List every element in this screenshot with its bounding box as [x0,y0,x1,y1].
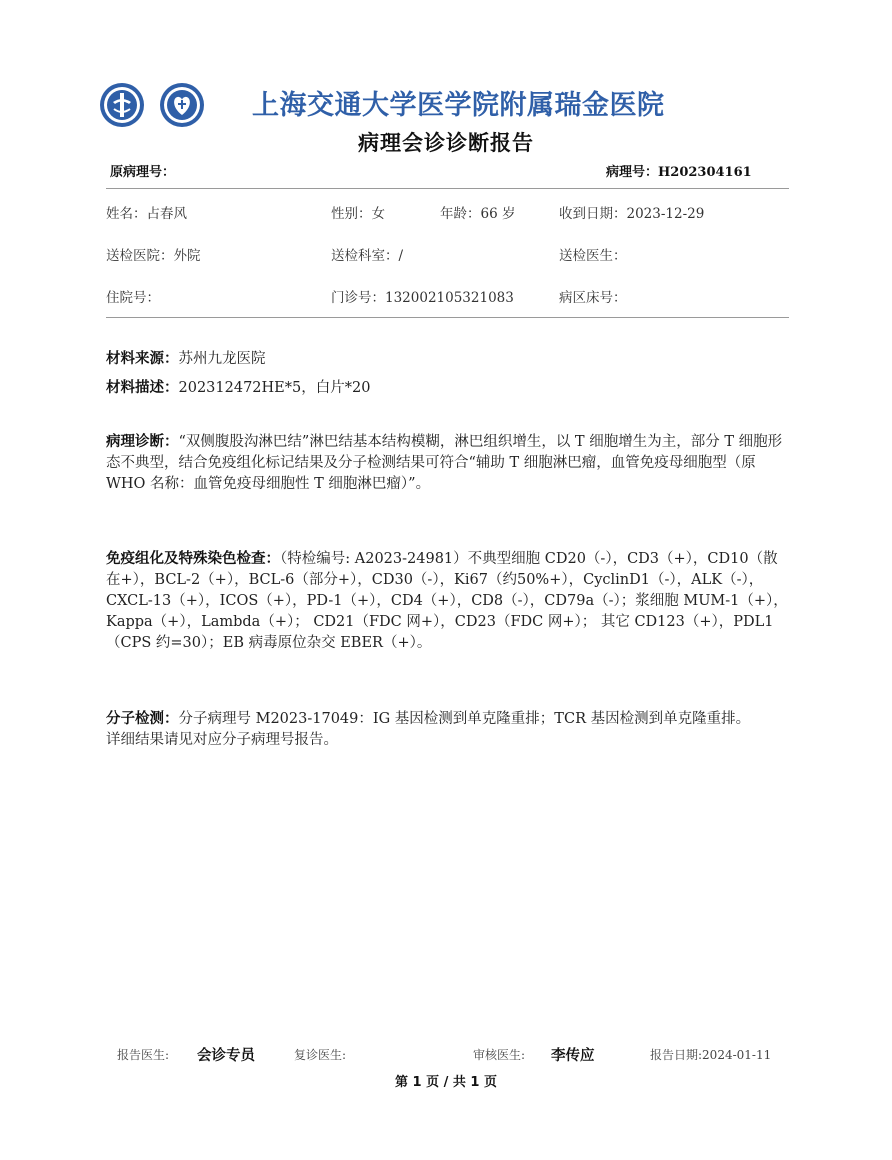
diagnosis-label: 病理诊断： [106,434,179,450]
patient-gender: 性别：女 [331,206,385,222]
material-description [106,378,791,399]
university-emblem-icon [99,82,145,128]
pathology-no: 病理号：H202304161 [606,165,752,180]
received-date: 收到日期：2023-12-29 [559,206,705,222]
diagnosis-text: “双侧腹股沟淋巴结”淋巴结基本结构模糊，淋巴组织增生，以 T 细胞增生为主，部分 T 细胞形态不典型，结合免疫组化标记结果及分子检测结果可符合“辅助 T 细胞淋巴瘤，血管免疫母细胞型（原 WHO 名称：血管免疫母细胞性 T 细胞淋巴瘤）”。 [106,434,783,492]
admission-number: 住院号： [106,290,160,306]
sending-department: 送检科室：/ [331,248,404,264]
molecular-text: 分子病理号 M2023-17049：IG 基因检测到单克隆重排；TCR 基因检测到单克隆重排。 [178,711,751,727]
review-doctor-signature: 李传应 [551,1048,595,1064]
original-pathology-no-label: 原病理号： [110,165,176,180]
sending-doctor: 送检医生： [559,248,627,264]
material-source-label: 材料来源： [106,351,179,367]
page-indicator: 第 1 页 / 共 1 页 [395,1075,497,1090]
pathology-diagnosis [106,432,791,495]
hospital-emblem-icon [159,82,205,128]
material-description-label: 材料描述： [106,380,179,396]
material-description-value: 202312472HE*5，白片*20 [178,380,371,396]
molecular-section [106,709,791,751]
ward-bed: 病区床号： [559,290,627,306]
hospital-name: 上海交通大学医学院附属瑞金医院 [252,90,665,121]
patient-age: 年龄：66 岁 [440,206,516,222]
molecular-label: 分子检测： [106,711,179,727]
sending-hospital: 送检医院：外院 [106,248,201,264]
report-doctor-signature: 会诊专员 [197,1048,255,1064]
material-source [106,349,791,370]
report-date: 报告日期:2024-01-11 [650,1048,772,1062]
molecular-note: 详细结果请见对应分子病理号报告。 [106,732,338,748]
review-doctor-label: 审核医生: [473,1048,526,1062]
report-title: 病理会诊诊断报告 [358,131,534,155]
patient-name: 姓名：占春风 [106,206,187,222]
divider-bottom [106,317,789,318]
report-doctor-label: 报告医生: [117,1048,170,1062]
ihc-label: 免疫组化及特殊染色检查： [106,551,280,567]
ihc-text: （特检编号: A2023-24981）不典型细胞 CD20（-），CD3（+），CD10（散在+），BCL-2（+），BCL-6（部分+），CD30（-），Ki67（约50%+），CyclinD1（-），ALK（-），CXCL-13（+），ICOS（+），PD-1（+），CD4（+），CD8（-），CD79a（-）；浆细胞 MUM-1（+），Kappa（+），Lambda（+）； CD21（FDC 网+），CD23（FDC 网+）； 其它 CD123（+），PDL1（CPS 约=30）；EB 病毒原位杂交 EBER（+）。 [106,551,788,651]
recheck-doctor-label: 复诊医生: [294,1048,347,1062]
outpatient-number: 门诊号：132002105321083 [331,290,514,306]
ihc-section [106,549,791,654]
material-source-value: 苏州九龙医院 [178,351,266,367]
divider-top [106,188,789,189]
